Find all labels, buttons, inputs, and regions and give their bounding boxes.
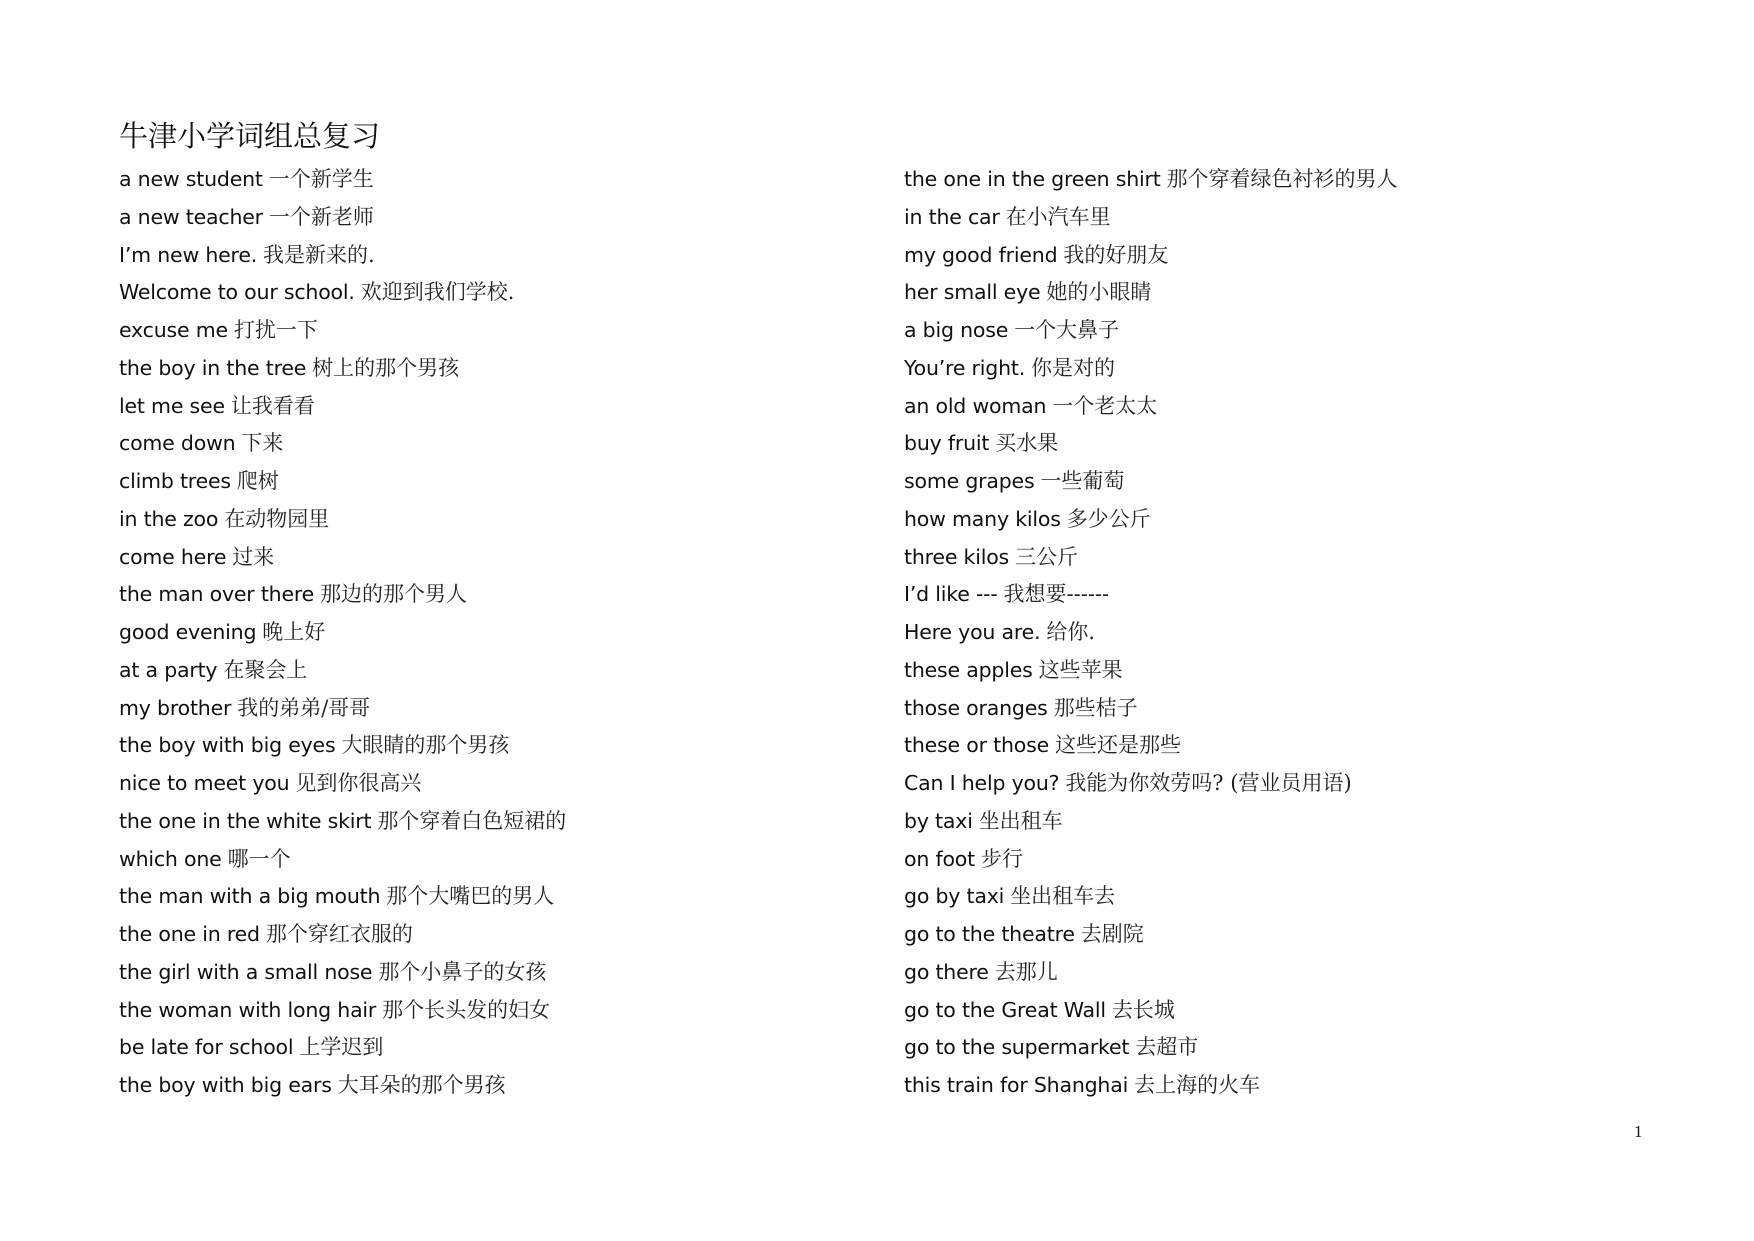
phrase-entry	[119, 539, 566, 577]
phrase-entry	[904, 576, 1398, 614]
chinese-translation: 大耳朵的那个男孩	[337, 1073, 506, 1097]
phrase-entry	[119, 614, 566, 652]
chinese-translation: 步行	[980, 846, 1023, 871]
english-phrase: in the car	[904, 204, 1000, 229]
chinese-translation: 那边的那个男人	[320, 582, 468, 607]
chinese-translation: 大眼睛的那个男孩	[341, 733, 510, 758]
chinese-translation: 那个大嘴巴的男人	[386, 884, 555, 909]
phrase-entry	[119, 1067, 566, 1105]
chinese-translation: 我的好朋友	[1063, 242, 1169, 267]
english-phrase: climb trees	[119, 469, 231, 493]
phrase-entry	[904, 1067, 1398, 1105]
chinese-translation: 去上海的火车	[1134, 1073, 1261, 1097]
english-phrase: the one in the green shirt	[904, 167, 1161, 191]
english-phrase: the one in the white skirt	[119, 808, 372, 833]
left-phrase-column	[119, 161, 566, 1105]
english-phrase: my brother	[119, 695, 232, 720]
page-title: 牛津小学词组总复习	[119, 119, 381, 153]
english-phrase: go to the supermarket	[904, 1035, 1130, 1060]
english-phrase: an old woman	[904, 393, 1047, 418]
chinese-translation: 去长城	[1111, 997, 1175, 1022]
phrase-entry	[904, 878, 1398, 916]
phrase-entry	[119, 350, 566, 388]
chinese-translation: 坐出租车	[978, 808, 1063, 833]
phrase-entry	[904, 463, 1398, 501]
phrase-entry	[904, 312, 1398, 350]
phrase-entry	[904, 350, 1398, 388]
chinese-translation: 我能为你效劳吗? (营业员用语)	[1065, 771, 1352, 795]
phrase-entry	[119, 727, 566, 765]
english-phrase: Here you are.	[904, 620, 1041, 644]
phrase-entry	[904, 425, 1398, 463]
phrase-entry	[119, 274, 566, 312]
english-phrase: her small eye	[904, 280, 1041, 305]
english-phrase: the one in red	[119, 922, 260, 946]
chinese-translation: 去那儿	[994, 959, 1058, 984]
chinese-translation: 那个穿红衣服的	[265, 922, 413, 946]
chinese-translation: 去剧院	[1080, 922, 1144, 946]
english-phrase: buy fruit	[904, 431, 990, 456]
chinese-translation: 那个长头发的妇女	[382, 997, 551, 1022]
chinese-translation: 多少公斤	[1066, 506, 1151, 531]
english-phrase: which one	[119, 846, 222, 871]
phrase-entry	[904, 841, 1398, 879]
phrase-entry	[904, 992, 1398, 1030]
chinese-translation: 她的小眼睛	[1046, 280, 1152, 305]
chinese-translation: 哪一个	[227, 846, 291, 871]
english-phrase: go to the Great Wall	[904, 997, 1106, 1022]
phrase-entry	[119, 878, 566, 916]
english-phrase: let me see	[119, 393, 225, 418]
english-phrase: this train for Shanghai	[904, 1073, 1129, 1097]
phrase-entry	[119, 199, 566, 237]
chinese-translation: 一个新老师	[268, 204, 374, 229]
phrase-entry	[904, 161, 1398, 199]
phrase-entry	[904, 765, 1398, 803]
phrase-entry	[119, 803, 566, 841]
chinese-translation: 上学迟到	[299, 1035, 384, 1060]
phrase-entry	[119, 765, 566, 803]
english-phrase: Can I help you?	[904, 771, 1060, 795]
phrase-entry	[119, 576, 566, 614]
chinese-translation: 那个小鼻子的女孩	[378, 959, 547, 984]
english-phrase: Welcome to our school.	[119, 280, 355, 305]
phrase-entry	[904, 199, 1398, 237]
chinese-translation: 一个新学生	[268, 167, 374, 191]
chinese-translation: 给你.	[1046, 620, 1096, 644]
chinese-translation: 那些桔子	[1053, 695, 1138, 720]
chinese-translation: 这些苹果	[1038, 657, 1123, 682]
chinese-translation: 三公斤	[1015, 544, 1079, 569]
english-phrase: some grapes	[904, 469, 1035, 493]
english-phrase: a big nose	[904, 318, 1009, 342]
phrase-entry	[904, 614, 1398, 652]
phrase-entry	[904, 803, 1398, 841]
phrase-entry	[904, 501, 1398, 539]
phrase-entry	[119, 841, 566, 879]
phrase-entry	[119, 161, 566, 199]
chinese-translation: 那个穿着绿色衬衫的男人	[1166, 167, 1398, 191]
english-phrase: the boy in the tree	[119, 355, 307, 380]
chinese-translation: 见到你很高兴	[295, 771, 422, 795]
english-phrase: come down	[119, 431, 236, 456]
chinese-translation: 爬树	[236, 469, 279, 493]
phrase-entry	[119, 237, 566, 275]
english-phrase: how many kilos	[904, 506, 1061, 531]
chinese-translation: 在聚会上	[223, 657, 308, 682]
phrase-entry	[904, 274, 1398, 312]
phrase-entry	[119, 992, 566, 1030]
english-phrase: three kilos	[904, 544, 1010, 569]
chinese-translation: 你是对的	[1031, 355, 1116, 380]
phrase-entry	[904, 652, 1398, 690]
phrase-entry	[119, 501, 566, 539]
chinese-translation: 晚上好	[262, 620, 326, 644]
chinese-translation: 打扰一下	[233, 318, 318, 342]
english-phrase: a new teacher	[119, 204, 263, 229]
chinese-translation: 这些还是那些	[1055, 733, 1181, 758]
english-phrase: come here	[119, 544, 227, 569]
chinese-translation: 我想要------	[1003, 582, 1110, 607]
english-phrase: good evening	[119, 620, 257, 644]
chinese-translation: 在动物园里	[224, 506, 330, 531]
chinese-translation: 树上的那个男孩	[312, 355, 460, 380]
english-phrase: those oranges	[904, 695, 1048, 720]
chinese-translation: 一个老太太	[1052, 393, 1158, 418]
chinese-translation: 去超市	[1135, 1035, 1199, 1060]
english-phrase: go there	[904, 959, 989, 984]
english-phrase: on foot	[904, 846, 975, 871]
chinese-translation: 坐出租车去	[1010, 884, 1116, 909]
english-phrase: in the zoo	[119, 506, 219, 531]
phrase-entry	[119, 463, 566, 501]
page-number: 1	[1634, 1122, 1643, 1141]
english-phrase: the boy with big ears	[119, 1073, 332, 1097]
english-phrase: You’re right.	[904, 355, 1026, 380]
english-phrase: my good friend	[904, 242, 1058, 267]
english-phrase: go to the theatre	[904, 922, 1075, 946]
chinese-translation: 一些葡萄	[1040, 469, 1125, 493]
phrase-entry	[119, 690, 566, 728]
english-phrase: the girl with a small nose	[119, 959, 373, 984]
phrase-entry	[904, 916, 1398, 954]
english-phrase: a new student	[119, 167, 263, 191]
chinese-translation: 让我看看	[230, 393, 315, 418]
phrase-entry	[119, 312, 566, 350]
chinese-translation: 下来	[241, 431, 284, 456]
phrase-entry	[119, 1029, 566, 1067]
phrase-entry	[119, 388, 566, 426]
english-phrase: the woman with long hair	[119, 997, 377, 1022]
phrase-entry	[904, 388, 1398, 426]
english-phrase: the man with a big mouth	[119, 884, 381, 909]
phrase-entry	[119, 954, 566, 992]
phrase-entry	[904, 237, 1398, 275]
chinese-translation: 买水果	[995, 431, 1059, 456]
phrase-entry	[904, 954, 1398, 992]
phrase-entry	[119, 916, 566, 954]
english-phrase: at a party	[119, 657, 218, 682]
phrase-entry	[904, 1029, 1398, 1067]
phrase-entry	[904, 690, 1398, 728]
english-phrase: I’d like ---	[904, 582, 998, 607]
english-phrase: the boy with big eyes	[119, 733, 336, 758]
chinese-translation: 我的弟弟/哥哥	[237, 695, 371, 720]
phrase-entry	[904, 727, 1398, 765]
phrase-entry	[904, 539, 1398, 577]
english-phrase: I’m new here.	[119, 242, 258, 267]
english-phrase: go by taxi	[904, 884, 1005, 909]
phrase-entry	[119, 652, 566, 690]
english-phrase: excuse me	[119, 318, 228, 342]
english-phrase: be late for school	[119, 1035, 294, 1060]
english-phrase: these apples	[904, 657, 1033, 682]
chinese-translation: 那个穿着白色短裙的	[377, 808, 567, 833]
phrase-entry	[119, 425, 566, 463]
chinese-translation: 欢迎到我们学校.	[360, 280, 515, 305]
chinese-translation: 在小汽车里	[1005, 204, 1111, 229]
english-phrase: by taxi	[904, 808, 973, 833]
chinese-translation: 一个大鼻子	[1014, 318, 1120, 342]
chinese-translation: 我是新来的.	[263, 242, 375, 267]
english-phrase: these or those	[904, 733, 1050, 758]
english-phrase: nice to meet you	[119, 771, 290, 795]
right-phrase-column	[904, 161, 1398, 1105]
chinese-translation: 过来	[232, 544, 275, 569]
english-phrase: the man over there	[119, 582, 315, 607]
